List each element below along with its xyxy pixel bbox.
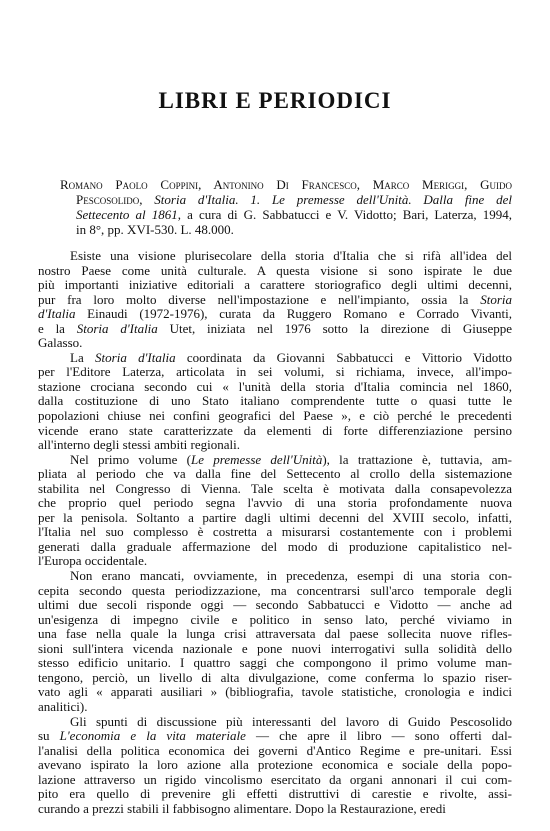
italic-text: Le premesse dell'Unità <box>190 452 323 467</box>
text-run: tengono, perciò, un livello di alta divulgazione, come conferma lo spazio riser- <box>38 670 512 685</box>
text-run: pur fra loro molto diverse nell'impostazione e nell'impianto, ossia la <box>38 292 481 307</box>
text-run: nostro Paese come unità culturale. A questa visione si sono ispirate le due <box>38 263 512 278</box>
text-run: ), la trattazione è, tuttavia, am- <box>322 452 512 467</box>
body-line <box>38 380 512 395</box>
text-run: pito era quello di prevenire gli effetti distruttivi di carestie e rivolte, assi- <box>38 787 512 802</box>
text-run: popolazioni chiuse nei confini geografici del Paese », e ciò perché le precedenti <box>38 409 512 424</box>
citation-line <box>60 192 512 207</box>
body-line <box>38 700 512 715</box>
text-run: generati dalla graduale affermazione del modo di produzione capitalistico nel- <box>38 539 512 554</box>
italic-text: Storia d'Italia. 1. Le premesse dell'Unità. Dalla fine del <box>154 192 512 207</box>
text-run: — che apre il libro — sono offerti dal- <box>245 729 512 744</box>
citation-line <box>60 207 512 222</box>
italic-text: L'economia e la vita materiale <box>59 729 246 744</box>
text-run: lazione attraverso un rigido vincolismo esercitato da organi annonari il cui com- <box>38 772 512 787</box>
text-run: Utet, iniziata nel 1976 sotto la direzione di Giuseppe <box>157 321 512 336</box>
section-title-text: LIBRI E PERIODICI <box>158 88 392 113</box>
section-title <box>0 88 550 114</box>
body-line <box>38 540 512 555</box>
body-line <box>38 467 512 482</box>
text-run: l'Italia nel suo complesso è costretta a misurarsi costantemente con i problemi <box>38 525 512 540</box>
italic-text: d'Italia <box>38 307 76 322</box>
text-run: cepita secondo questa periodizzazione, ma concentrarsi sull'arco temporale degli <box>38 583 512 598</box>
body-line <box>38 322 512 337</box>
body-line <box>38 453 512 468</box>
text-run: vato agli « apparati ausiliari » (bibliografia, tavole statistiche, cronologia e indici <box>38 685 512 700</box>
body-line <box>38 715 512 730</box>
text-run: sioni sull'intera vicenda nazionale e pone nuovi interrogativi sulla solidità dello <box>38 641 512 656</box>
body-line <box>38 482 512 497</box>
body-line <box>38 656 512 671</box>
italic-text: Storia d'Italia <box>95 350 176 365</box>
text-run: coordinata da Giovanni Sabbatucci e Vittorio Vidotto <box>175 350 512 365</box>
bibliographic-citation <box>60 177 512 237</box>
body-line <box>38 264 512 279</box>
body-line <box>38 758 512 773</box>
text-run: una fase nella quale la lunga crisi attraversata dal paese sollecita nuove rifles- <box>38 627 512 642</box>
body-line <box>38 773 512 788</box>
text-run: vicende erano state caratterizzate da elementi di forte differenziazione persino <box>38 423 512 438</box>
body-line <box>38 627 512 642</box>
text-run: in 8°, pp. XVI-530. L. 48.000. <box>76 222 234 237</box>
body-line <box>38 671 512 686</box>
body-line <box>38 642 512 657</box>
body-line <box>38 744 512 759</box>
text-run: analitici). <box>38 699 88 714</box>
italic-text: Settecento al 1861 <box>76 207 178 222</box>
text-run: l'analisi della politica economica dei governi d'Antico Regime e pre-unitari. Essi <box>38 743 512 758</box>
body-line <box>38 569 512 584</box>
text-run: Non erano mancati, ovviamente, in precedenza, esempi di una storia con- <box>70 569 512 584</box>
text-run: per la penisola. Soltanto a partire dagli ultimi decenni del XVIII secolo, infatti, <box>38 510 512 525</box>
citation-line <box>60 177 512 192</box>
body-line <box>38 249 512 264</box>
body-line <box>38 293 512 308</box>
body-line <box>38 787 512 802</box>
body-line <box>38 685 512 700</box>
text-run: Einaudi (1972-1976), curata da Ruggero Romano e Corrado Vivanti, <box>75 307 512 322</box>
body-line <box>38 598 512 613</box>
text-run: La <box>70 350 96 365</box>
text-run: per l'Editore Laterza, articolata in sei volumi, si richiama, invece, all'impo- <box>38 365 512 380</box>
text-run: Nel primo volume ( <box>70 452 191 467</box>
body-line <box>38 802 512 817</box>
citation-line <box>60 222 512 237</box>
text-run: all'interno degli stessi ambiti regionali. <box>38 438 240 453</box>
text-run: l'Europa occidentale. <box>38 554 148 569</box>
body-line <box>38 525 512 540</box>
text-run: stesso edificio unitario. I quattro saggi che compongono il primo volume man- <box>38 656 512 671</box>
text-run: ultimi due secoli risponde oggi — secondo Sabbatucci e Vidotto — anche ad <box>38 598 512 613</box>
body-line <box>38 365 512 380</box>
body-line <box>38 613 512 628</box>
body-line <box>38 438 512 453</box>
text-run: e la <box>38 321 77 336</box>
body-line <box>38 336 512 351</box>
review-body <box>38 249 512 816</box>
text-run: dalla costituzione di uno Stato italiano comprendente tutte o quasi tutte le <box>38 394 512 409</box>
text-run: più importanti iniziative editoriali a carattere storiografico degli ultimi decenni, <box>38 278 512 293</box>
text-run: su <box>38 729 60 744</box>
italic-text: Storia d'Italia <box>76 321 158 336</box>
text-run: un'esigenza di impegno civile e politico in senso lato, perché viviamo in <box>38 612 512 627</box>
text-run: Galasso. <box>38 336 83 351</box>
body-line <box>38 584 512 599</box>
small-caps-text: Romano Paolo Coppini, Antonino Di Francesco, Marco Meriggi, Guido <box>60 177 512 192</box>
body-line <box>38 394 512 409</box>
body-line <box>38 307 512 322</box>
body-line <box>38 729 512 744</box>
body-line <box>38 351 512 366</box>
body-line <box>38 278 512 293</box>
body-line <box>38 409 512 424</box>
body-line <box>38 424 512 439</box>
text-run: che proprio quel periodo segna l'avvio di una storia profondamente nuova <box>38 496 512 511</box>
body-line <box>38 554 512 569</box>
italic-text: Storia <box>480 292 512 307</box>
text-run: stabilita nel Congresso di Vienna. Tale scelta è motivata dalla consapevolezza <box>38 481 512 496</box>
body-line <box>38 511 512 526</box>
text-run: stazione crociana secondo cui « l'unità della storia d'Italia comincia nel 1860, <box>38 379 512 394</box>
text-run: , a cura di G. Sabbatucci e V. Vidotto; Bari, Laterza, 1994, <box>177 207 512 222</box>
text-run: avevano ispirato la loro azione alla protezione economica e sociale della popo- <box>38 758 512 773</box>
body-line <box>38 496 512 511</box>
text-run: Esiste una visione plurisecolare della storia d'Italia che si rifà all'idea del <box>70 249 512 263</box>
text-run: Gli spunti di discussione più interessanti del lavoro di Guido Pescosolido <box>70 714 512 729</box>
small-caps-text: Pescosolido, <box>76 192 155 207</box>
text-run: pliata al periodo che va dalla fine del Settecento al crollo della sistemazione <box>38 467 512 482</box>
text-run: curando a prezzi stabili il fabbisogno alimentare. Dopo la Restaurazione, eredi <box>38 801 446 816</box>
